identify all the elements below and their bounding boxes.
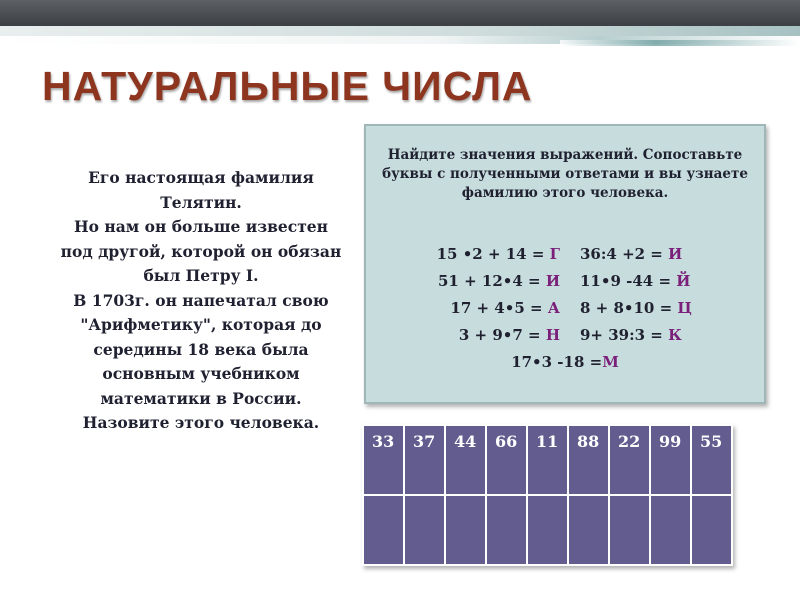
expression-row-last <box>366 348 764 375</box>
answer-number-cell: 99 <box>650 425 691 495</box>
expression-letter: И <box>545 271 560 290</box>
expression-row <box>366 267 764 294</box>
answer-number-cell: 11 <box>527 425 568 495</box>
answer-number-cell: 44 <box>445 425 486 495</box>
expression-row <box>366 294 764 321</box>
expression-letter: Н <box>545 325 560 344</box>
paragraph-arithmetic: В 1703г. он напечатал свою "Арифметику", которая до середины 18 века была основным учебником математики в России. <box>73 290 329 408</box>
expression: 51 + 12•4 = <box>438 271 546 290</box>
answer-letter-cell <box>691 495 732 565</box>
answer-numbers-row <box>363 425 732 495</box>
expression: 36:4 +2 = <box>580 244 669 263</box>
answer-letter-cell <box>650 495 691 565</box>
expression-row <box>366 240 764 267</box>
expressions-list <box>366 240 764 375</box>
answer-letter-cell <box>609 495 650 565</box>
answer-number-cell: 33 <box>363 425 404 495</box>
expression-letter: Г <box>549 244 560 263</box>
expression: 11•9 -44 = <box>580 271 677 290</box>
expression-letter: А <box>547 298 560 317</box>
answer-letters-row <box>363 495 732 565</box>
answer-number-cell: 55 <box>691 425 732 495</box>
answer-number-cell: 37 <box>404 425 445 495</box>
slide-title: НАТУРАЛЬНЫЕ ЧИСЛА <box>42 63 533 109</box>
top-bar <box>0 0 800 26</box>
expression-row <box>366 321 764 348</box>
answer-number-cell: 88 <box>568 425 609 495</box>
expression: 17•3 -18 = <box>511 352 603 371</box>
expression-letter: Ц <box>677 298 692 317</box>
task-box <box>364 124 766 404</box>
answer-letter-cell <box>527 495 568 565</box>
expression-letter: И <box>668 244 683 263</box>
header-stripe <box>0 26 800 36</box>
paragraph-surname: Его настоящая фамилия Телятин. <box>88 168 314 212</box>
expression-letter: К <box>668 325 682 344</box>
task-instruction: Найдите значения выражений. Сопоставьте буквы с полученными ответами и вы узнаете фамилию этого человека. <box>382 147 748 201</box>
expression: 3 + 9•7 = <box>458 325 546 344</box>
answer-letter-cell <box>486 495 527 565</box>
question-text <box>56 166 346 436</box>
answer-letter-cell <box>445 495 486 565</box>
header-accent-line <box>560 40 800 46</box>
expression-letter: Й <box>676 271 691 290</box>
answer-number-cell: 66 <box>486 425 527 495</box>
answer-letter-cell <box>363 495 404 565</box>
paragraph-known-as: Но нам он больше известен под другой, которой он обязан был Петру I. <box>60 217 342 285</box>
paragraph-question: Назовите этого человека. <box>82 413 320 432</box>
answer-letter-cell <box>568 495 609 565</box>
expression: 8 + 8•10 = <box>580 298 678 317</box>
answer-letter-cell <box>404 495 445 565</box>
expression-letter: М <box>602 352 619 371</box>
answer-number-cell: 22 <box>609 425 650 495</box>
expression: 17 + 4•5 = <box>450 298 548 317</box>
expression: 15 •2 + 14 = <box>436 244 550 263</box>
expression: 9+ 39:3 = <box>580 325 669 344</box>
answer-table <box>362 424 733 566</box>
